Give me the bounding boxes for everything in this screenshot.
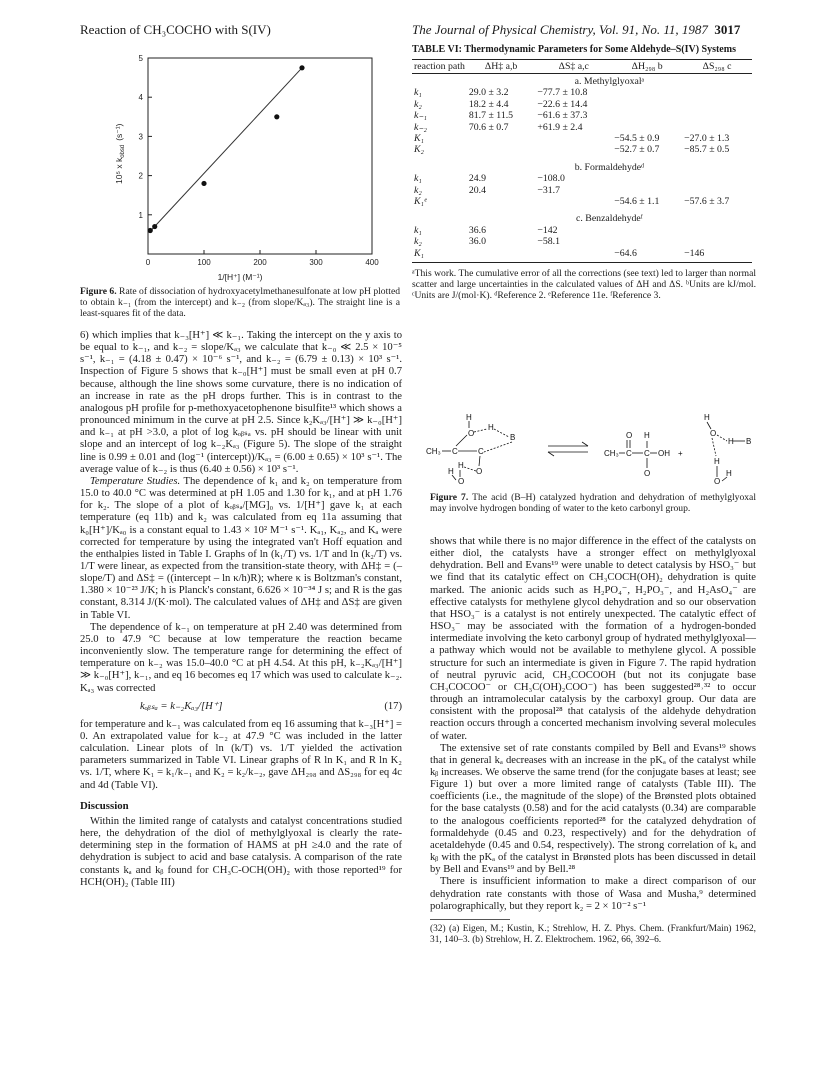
table-cell: −27.0 ± 1.3 (684, 132, 730, 144)
paragraph: 6) which implies that k₋₃[H⁺] ≪ k₋₁. Taking the intercept on the y axis to be equal to k₋₁, and k₋₂ = slope/Kₐ₃ we calculate that k₋₀ ≪ 2.5 × 10⁻⁵ s⁻¹, k₋₁ = (4.18 ± 0.47) × 10⁻⁶ s⁻¹, and k₋₂ = (6.79 ± 0.13) × 10³ s⁻¹. Inspection of Figure 5 shows that k₋₀[H⁺] must be small even at pH 0.7 because, although the line shows some curvature, there is no indication of an increase in rate as the pH drops further. This is in contrast to the analogous pH profile for p-methoxyacetophenone bisulfite¹³ which shows a pronounced minimum in the curve at pH 2.5. Since k₂Kₐ₃/[H⁺] ≫ k₋₀[H⁺] and k₋₁ at pH >3.0, a plot of log kₒᵦₛₐ vs. pH should be linear with unit slope and an intercept of log k₋₂Kₐ₃ (Figure 5). The slope of the straight line is 0.99 ± 0.01 and (log⁻¹ (intercept))/Kₐ₃ = (6.00 ± 0.65) × 10³ s⁻¹. The average value of k₋₂ is thus (6.40 ± 0.56) × 10³ s⁻¹. (80, 330, 402, 475)
table-cell: −52.7 ± 0.7 (614, 144, 660, 156)
table-bottom-rule (412, 262, 752, 263)
atom-label: H (704, 413, 710, 422)
figure-7-label: Figure 7. (430, 492, 469, 503)
data-point (148, 228, 153, 233)
table-cell (612, 225, 682, 236)
table-cell (612, 122, 682, 133)
atom-label: B (510, 433, 516, 442)
reference-32: (32) (a) Eigen, M.; Kustin, K.; Strehlow, H. Z. Phys. Chem. (Frankfurt/Main) 1962, 31, 140–3. (b) Strehlow, H. Z. Elektrochem. 1962, 66, 392–6. (430, 923, 756, 945)
y-tick-label: 2 (138, 171, 143, 181)
x-axis-label: 1/[H⁺] (M⁻¹) (217, 272, 263, 282)
reaction-path-cell: k₁ (414, 87, 422, 99)
left-column (80, 330, 402, 889)
table-cell: −77.7 ± 10.8 (537, 87, 588, 99)
table-cell (682, 87, 752, 98)
atom-label: O (626, 431, 633, 440)
atom-label: H (488, 423, 494, 432)
x-tick-label: 300 (309, 258, 323, 267)
table-row (412, 110, 752, 121)
reaction-path-cell: k₋₁ (414, 110, 427, 122)
x-tick-label: 100 (197, 258, 211, 267)
table-cell (682, 122, 752, 133)
column-header: reaction path (414, 60, 465, 72)
y-tick-label: 5 (138, 54, 143, 63)
plot-frame (148, 58, 372, 254)
table-row (412, 144, 752, 155)
table-cell: 70.6 ± 0.7 (468, 121, 509, 133)
table-cell (467, 196, 535, 207)
atom-label: C (452, 447, 458, 456)
table-section-row (412, 207, 752, 224)
table-cell (682, 225, 752, 236)
atom-label: B (746, 437, 752, 446)
journal-citation (412, 22, 740, 38)
paragraph: shows that while there is no major difference in the effect of the catalysts on either diol, the catalysts have a stronger effect on methylglyoxal dehydration. Bell and Evans¹⁹ were unable to detect catalysis by HSO₃⁻ but we find that its catalytic effect on CH₃COCH(OH)₂ dehydration is quite marked. The anionic acids such as H₂PO₄⁻, H₂PO₃⁻, and H₂AsO₄⁻ are effective catalysts for methylene glycol dehydration and so our observation that HSO₃⁻ is a catalyst is not entirely unexpected. The catalytic effect of HSO₃⁻ may be associated with the formation of a hydrogen-bonded intermediate involving the keto carbonyl group of hydrated methylglyoxal—a pathway which would not be available to methylene glycol. A possible structure for such an intermediate is given in Figure 7. The rapid hydration of neutral pyruvic acid, CH₃COCOOH (but not its conjugate base CH₃COCOO⁻ or CH₃C(OH)₂COO⁻) has been suggested²⁸˒³² to occur through an intramolecular catalysis by the carboxyl group. Our data are consistent with the proposal²⁸ that catalysis of the aldehyde dehydration reaction occurs through a concerted mechanism involving several molecules of water. (430, 536, 756, 742)
atom-label: H (644, 431, 650, 440)
table-cell: 36.0 (468, 236, 487, 248)
column-header: ΔH‡ a,b (467, 59, 535, 73)
table-cell: −31.7 (537, 184, 561, 196)
atom-label: C (644, 449, 650, 458)
table-cell: 24.9 (468, 173, 487, 185)
y-axis-label-unit: (s⁻¹) (114, 123, 124, 141)
figure-6-caption-text: Rate of dissociation of hydroxyacetylmethanesulfonate at low pH plotted to obtain k₋₁ (from the intercept) and k₋₂ (from slope/Kₐ₃). The straight line is a least-squares fit of the data. (80, 286, 400, 320)
column-header: ΔH₂₉₈ b (612, 59, 682, 73)
table-cell: −57.6 ± 3.7 (684, 195, 730, 207)
atom-label: C (626, 449, 632, 458)
atom-label: O (644, 469, 651, 478)
table-cell (412, 156, 467, 173)
least-squares-fit-line (150, 68, 302, 231)
equation-17-body: kₒᵦₛₐ = k₋₂Kₐ₃/[H⁺] (140, 700, 223, 712)
section-lead: Temperature Studies. (90, 475, 181, 487)
table-cell (682, 185, 752, 196)
x-tick-label: 400 (365, 258, 379, 267)
table-cell (612, 236, 682, 247)
atom-label: O (714, 477, 721, 486)
figure-7-caption (430, 492, 756, 514)
paragraph: The extensive set of rate constants compiled by Bell and Evans¹⁹ shows that in general kₐ decreases with an increase in the pKₐ of the catalyst while kᵦ increases. We observe the same trend (for the conjugate bases at least; see Figure 1) but over a more limited range of catalysts (Table III). The coefficients (i.e., the magnitude of the slope) of the Brønsted plots obtained for the base catalysts (0.58) and for the acid catalysts (0.34) are comparable to the analogous coefficients reported²⁸ for the catalyzed dehydration of formaldehyde (0.45 and 0.23, respectively) and for the dehydration of acetaldehyde (0.45 and 0.54, respectively). The strong correlation of kₐ and kᵦ with the pKₐ of the catalyst in Brønsted plots has been discussed in detail by Bell and Evans¹⁹ and by Bell.²⁸ (430, 742, 756, 876)
table-cell: −85.7 ± 0.5 (684, 144, 730, 156)
table-row (412, 248, 752, 259)
table-row (412, 122, 752, 133)
table-cell (612, 185, 682, 196)
atom-label: CH₃ (604, 449, 619, 458)
table-cell: −146 (684, 247, 705, 259)
table-cell (467, 248, 535, 259)
atom-label: H (726, 469, 732, 478)
table-cell (412, 73, 467, 87)
right-column (430, 536, 756, 946)
table-row (412, 99, 752, 110)
paragraph-text: The dependence of k₁ and k₂ on temperature from 15.0 to 40.0 °C was determined at pH 1.05 and 1.30 for k₁, and at pH 1.76 for k₂. The slope of a plot of kₒᵦₛₐ/[MG]₀ vs. 1/[H⁺] gave k₁ at each temperature (eq 11b) and k₂ was calculated from eq 11a assuming that k₀[H⁺]/Kₐ₀ is a constant equal to 1.43 × 10² M⁻¹ s⁻¹. Kₐ₁, Kₐ₂, and Kₐ were corrected for temperature by using the integrated van't Hoff equation and the enthalpies listed in Table I. Graphs of ln (k₁/T) vs. 1/T and ln (k₂/T) vs. 1/T were linear, as expected from the transition-state theory, with ΔH‡ = (–slope/T) and ΔS‡ = ((intercept – ln κ/h)R); where κ is Boltzman's constant, 1.380 × 10⁻²³ J/K; h is Planck's constant, 6.626 × 10⁻³⁴ J s; and R is the gas constant, 8.314 J/(K·mol). The calculated values of ΔH‡ and ΔS‡ are given in Table VI. (80, 475, 402, 621)
table-row (412, 133, 752, 144)
table-cell (682, 110, 752, 121)
atom-label: H (466, 413, 472, 422)
y-axis-label-subscript: obsd (120, 144, 126, 158)
atom-label: O (476, 467, 483, 476)
y-axis-label-main: 10⁵ x k (114, 157, 124, 184)
reaction-path-cell: k₂ (414, 236, 422, 248)
figure-6-label: Figure 6. (80, 286, 117, 297)
reaction-path-cell: k₂ (414, 184, 422, 196)
reference-rule (430, 919, 510, 920)
table-cell (612, 110, 682, 121)
journal-name: The Journal of Physical Chemistry, Vol. 91, No. 11, 1987 (412, 22, 708, 37)
table-section-title: c. Benzaldehydeᶠ (576, 213, 643, 225)
figure-6-chart (90, 42, 390, 282)
column-header: ΔS₂₉₈ c (682, 59, 752, 73)
table-row (412, 185, 752, 196)
table-cell: 18.2 ± 4.4 (468, 98, 509, 110)
reaction-path-cell: k₂ (414, 98, 422, 110)
x-tick-label: 200 (253, 258, 267, 267)
table-cell: 36.6 (468, 224, 487, 236)
table-cell: −58.1 (537, 236, 561, 248)
table-cell (535, 144, 612, 155)
atom-label: O (458, 477, 465, 486)
table-row (412, 196, 752, 207)
paragraph: for temperature and k₋₁ was calculated from eq 16 assuming that k₋₃[H⁺] = 0. An extrapolated value for k₋₂ at 47.9 °C was included in the latter calculation. Linear plots of ln (k/T) vs. 1/T yielded the activation parameters summarized in Table VI. Linear graphs of R ln K₁ and R ln K₂ vs. 1/T, where K₁ = k₁/k₋₁ and K₂ = k₂/k₋₂, gave ΔH₂₉₈ and ΔS₂₉₈ for eq 4c and 4d (Table VI). (80, 718, 402, 791)
paragraph: There is insufficient information to make a direct comparison of our dehydration rate constants with those of Wasa and Musha,⁹ determined polarographically, but they report k₂ = 2 × 10⁻² s⁻¹ (430, 876, 756, 912)
figure-7-caption-text: The acid (B–H) catalyzed hydration and dehydration of methylglyoxal may involve hydrogen bonding of water to the keto carbonyl group. (430, 492, 756, 515)
atom-label: CH₃ (426, 447, 441, 456)
running-head-title: Reaction of CH₃COCHO with S(IV) (80, 22, 271, 37)
table-cell (535, 133, 612, 144)
atom-label: H (714, 457, 720, 466)
table-cell: −142 (537, 224, 558, 236)
paragraph: Within the limited range of catalysts and catalyst concentrations studied here, the dehydration of the diol of methylglyoxal is clearly the rate-determining step in the formation of HAMS at pH ≥4.0 and the rate of dehydration is subject to acid and base catalysis. A comparison of the rate constants kₐ and kᵦ found for CH₃C-OCH(OH)₂ with those reported¹⁹ for HCH(OH)₂ (Table III) (80, 815, 402, 888)
atom-label: O (710, 429, 717, 438)
table-header-row (412, 59, 752, 73)
atom-label: O (468, 429, 475, 438)
table-vi-grid (412, 59, 752, 260)
table-cell (612, 173, 682, 184)
table-cell: +61.9 ± 2.4 (537, 121, 583, 133)
table-cell: −64.6 (614, 247, 637, 259)
data-point (152, 224, 157, 229)
atom-label: + (678, 449, 683, 458)
table-cell (467, 133, 535, 144)
table-cell: −108.0 (537, 173, 565, 185)
table-row (412, 225, 752, 236)
table-vi-footnote: ᵃThis work. The cumulative error of all the corrections (see text) led to larger than normal scatter and large uncertainties in the calculated values of ΔH and ΔS. ᵇUnits are kJ/mol. ᶜUnits are J/(mol·K). ᵈReference 2. ᵉReference 11e. ᶠReference 3. (412, 268, 756, 302)
table-cell (612, 87, 682, 98)
table-cell: −54.5 ± 0.9 (614, 132, 660, 144)
table-cell: 20.4 (468, 184, 487, 196)
table-row (412, 173, 752, 184)
reaction-path-cell: k₁ (414, 224, 422, 236)
table-cell (535, 248, 612, 259)
reaction-path-cell: K₂ (414, 144, 424, 156)
y-tick-label: 1 (138, 210, 143, 220)
x-tick-label: 0 (145, 258, 151, 267)
table-cell (467, 144, 535, 155)
figure-6-caption (80, 286, 400, 320)
table-cell (682, 173, 752, 184)
data-point (274, 114, 279, 119)
paragraph (80, 476, 402, 622)
discussion-heading: Discussion (80, 799, 129, 812)
table-cell (535, 196, 612, 207)
table-cell: 81.7 ± 11.5 (468, 110, 514, 122)
y-tick-label: 4 (138, 93, 143, 103)
atom-label: H (448, 467, 454, 476)
table-cell: −22.6 ± 14.4 (537, 98, 588, 110)
table-cell: 29.0 ± 3.2 (468, 87, 509, 99)
reaction-path-cell: k₋₂ (414, 121, 427, 133)
reaction-path-cell: k₁ (414, 173, 422, 185)
table-cell (412, 207, 467, 224)
table-cell (682, 236, 752, 247)
reaction-path-cell: K₁ (414, 247, 424, 259)
data-point (299, 65, 304, 70)
table-cell (612, 99, 682, 110)
table-cell: −54.6 ± 1.1 (614, 195, 660, 207)
y-axis-label (114, 123, 126, 184)
paragraph: The dependence of k₋₁ on temperature at pH 2.40 was determined from 25.0 to 47.9 °C because at low temperature the reaction became inconveniently slow. The temperature range for determining the effect of temperature on k₋₂ was 15.0–40.0 °C at pH 4.54. At this pH, k₋₂Kₐ₃/[H⁺] ≫ k₋₀[H⁺], k₋₁, and eq 16 becomes eq 17 which was used to calculate k₋₂. Kₐ₃ was corrected (80, 621, 402, 694)
equation-17-number: (17) (384, 700, 402, 712)
atom-label: OH (658, 449, 670, 458)
atom-label: H (728, 437, 734, 446)
reaction-path-cell: K₁ᵉ (414, 195, 427, 207)
table-section-row (412, 73, 752, 87)
column-header: ΔS‡ a,c (535, 59, 612, 73)
table-cell (682, 99, 752, 110)
atom-label: C (478, 447, 484, 456)
figure-7-structure (418, 408, 758, 490)
table-vi (412, 44, 758, 302)
table-row (412, 87, 752, 98)
data-point (201, 181, 206, 186)
table-vi-title: TABLE VI: Thermodynamic Parameters for Some Aldehyde–S(IV) Systems (412, 44, 736, 55)
table-section-title: b. Formaldehydeᵈ (574, 161, 645, 173)
reaction-path-cell: K₁ (414, 132, 424, 144)
table-section-row (412, 156, 752, 173)
table-row (412, 236, 752, 247)
atom-label: H (458, 461, 464, 470)
y-tick-label: 3 (138, 132, 143, 142)
equation-17 (80, 701, 402, 713)
page-number: 3017 (714, 22, 741, 37)
table-cell: −61.6 ± 37.3 (537, 110, 588, 122)
table-section-title: a. Methylglyoxalᵃ (574, 75, 645, 87)
